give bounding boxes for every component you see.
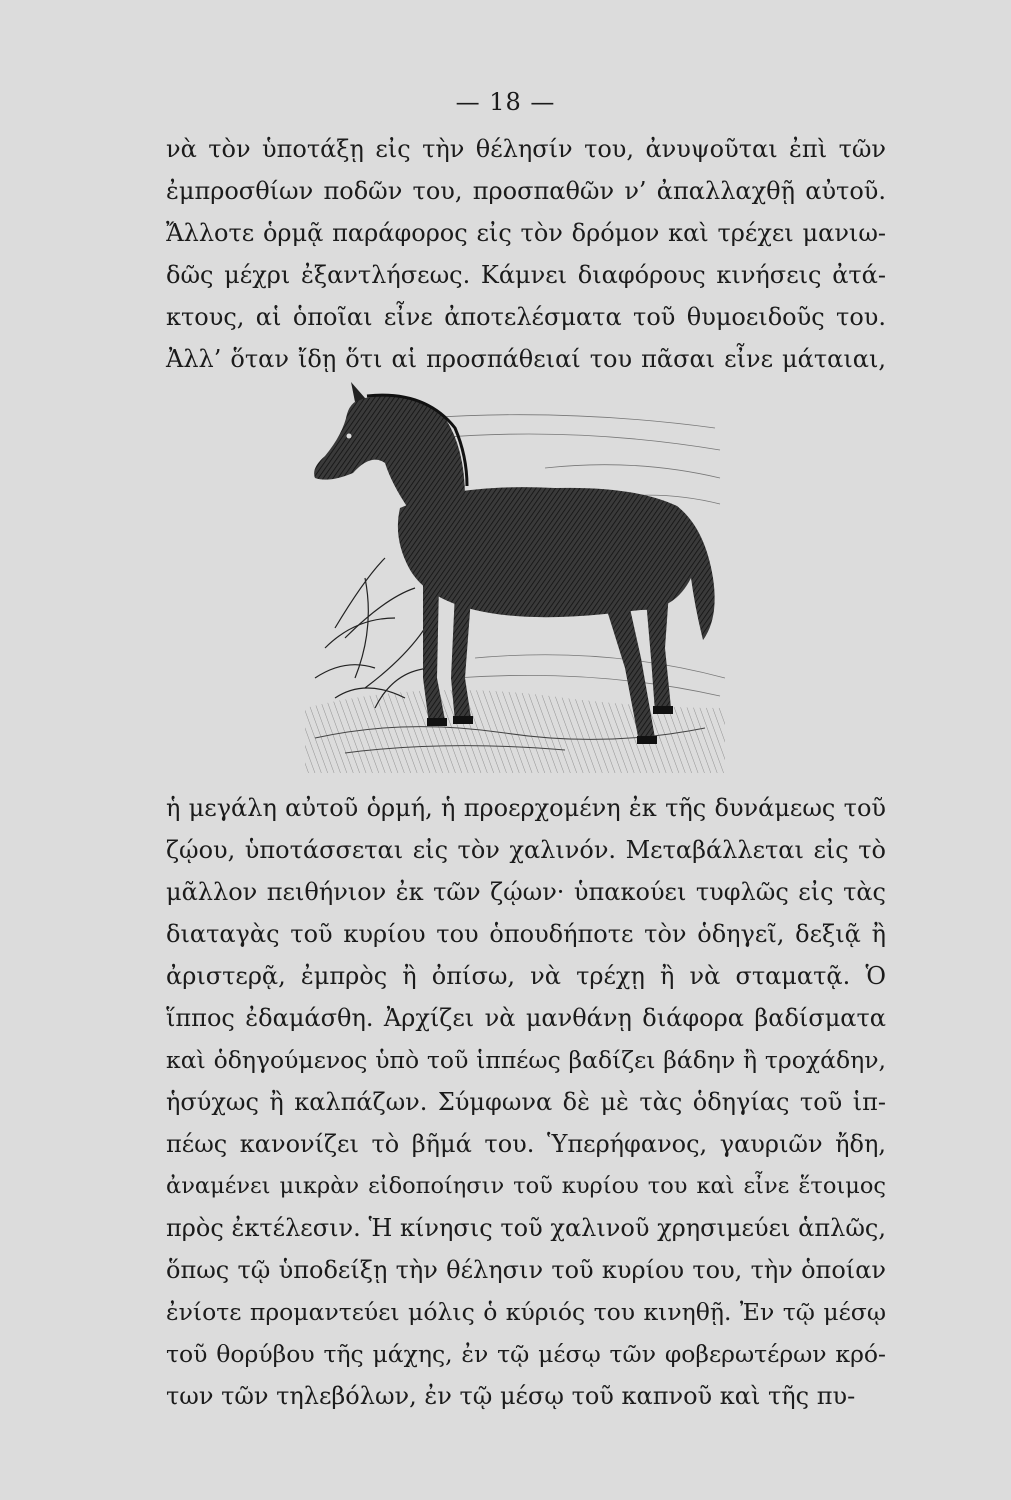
text-line: πρὸς ἐκτέλεσιν. Ἡ κίνησις τοῦ χαλινοῦ χρησιμεύει ἁπλῶς, [166,1214,886,1242]
text-line: ἐνίοτε προμαντεύει μόλις ὁ κύριός του κινηθῇ. Ἐν τῷ μέσῳ [166,1298,886,1326]
text-line: ὅπως τῷ ὑποδείξῃ τὴν θέλησιν τοῦ κυρίου του, τὴν ὁποίαν [166,1256,886,1284]
text-line: ἐμπροσθίων ποδῶν του, προσπαθῶν ν’ ἀπαλλαχθῇ αὐτοῦ. [166,177,886,205]
horse-engraving-icon [305,378,725,773]
text-line: μᾶλλον πειθήνιον ἐκ τῶν ζῴων· ὑπακούει τυφλῶς εἰς τὰς [166,878,886,906]
text-line: ἵππος ἐδαμάσθη. Ἀρχίζει νὰ μανθάνῃ διάφορα βαδίσματα [166,1004,886,1032]
text-line: Ἄλλοτε ὁρμᾷ παράφορος εἰς τὸν δρόμον καὶ τρέχει μανιω- [166,219,886,247]
text-line: ἀναμένει μικρὰν εἰδοποίησιν τοῦ κυρίου του καὶ εἶνε ἕτοιμος [166,1173,886,1199]
text-line: πέως κανονίζει τὸ βῆμά του. Ὑπερήφανος, γαυριῶν ἤδη, [166,1130,886,1158]
text-line: Ἀλλ’ ὅταν ἴδῃ ὅτι αἱ προσπάθειαί του πᾶσαι εἶνε μάταιαι, [166,345,886,373]
paragraph-bottom [166,787,886,1417]
text-line: διαταγὰς τοῦ κυρίου του ὁπουδήποτε τὸν ὁδηγεῖ, δεξιᾷ ἢ [166,920,886,948]
text-line: ἡ μεγάλη αὐτοῦ ὁρμή, ἡ προερχομένη ἐκ τῆς δυνάμεως τοῦ [166,794,886,822]
text-line: ζῴου, ὑποτάσσεται εἰς τὸν χαλινόν. Μεταβάλλεται εἰς τὸ [166,836,886,864]
text-line: δῶς μέχρι ἐξαντλήσεως. Κάμνει διαφόρους κινήσεις ἀτά- [166,261,886,289]
text-line: ἀριστερᾷ, ἐμπρὸς ἢ ὀπίσω, νὰ τρέχῃ ἢ νὰ σταματᾷ. Ὁ [166,962,886,990]
text-line: νὰ τὸν ὑποτάξῃ εἰς τὴν θέλησίν του, ἀνυψοῦται ἐπὶ τῶν [166,135,886,163]
text-line: των τῶν τηλεβόλων, ἐν τῷ μέσῳ τοῦ καπνοῦ καὶ τῆς πυ- [166,1382,856,1410]
horse-illustration [305,378,725,773]
text-line: κτους, αἱ ὁποῖαι εἶνε ἀποτελέσματα τοῦ θυμοειδοῦς του. [166,303,886,331]
text-line: ἡσύχως ἢ καλπάζων. Σύμφωνα δὲ μὲ τὰς ὁδηγίας τοῦ ἱπ- [166,1088,886,1116]
page-number: — 18 — [455,88,556,116]
paragraph-top [166,128,886,380]
text-line: καὶ ὁδηγούμενος ὑπὸ τοῦ ἱππέως βαδίζει βάδην ἢ τροχάδην, [166,1046,886,1074]
text-line: τοῦ θορύβου τῆς μάχης, ἐν τῷ μέσῳ τῶν φοβερωτέρων κρό- [166,1340,886,1368]
